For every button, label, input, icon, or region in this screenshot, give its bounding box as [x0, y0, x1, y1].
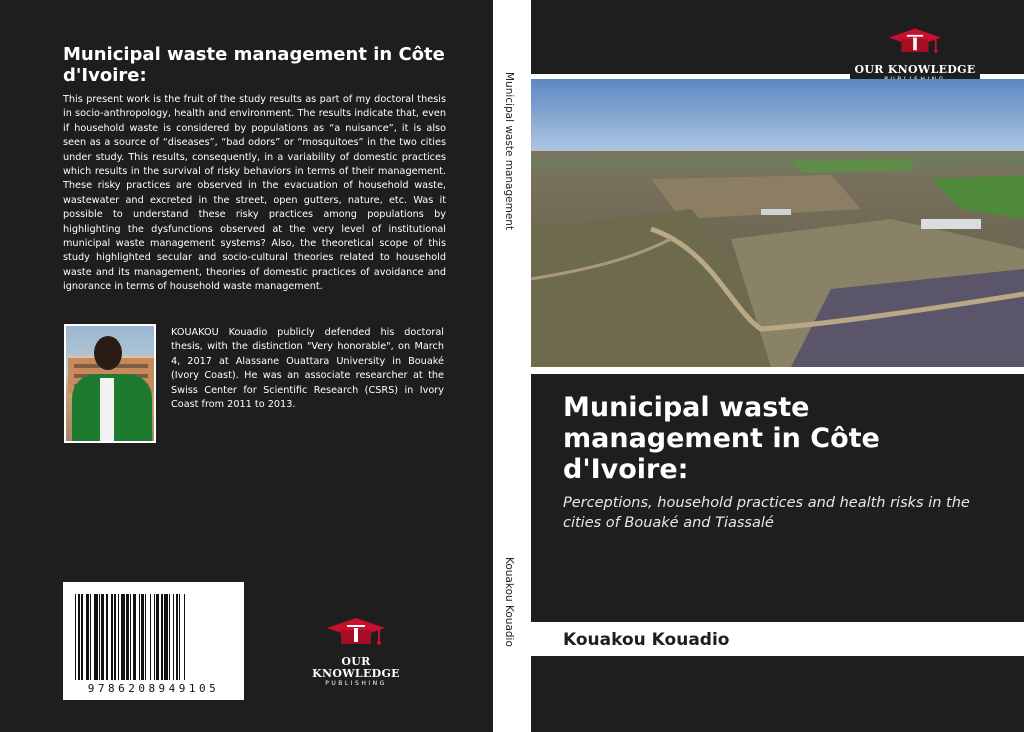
- publisher-subtitle: PUBLISHING: [325, 680, 387, 687]
- author-bio: KOUAKOU Kouadio publicly defended his doctoral thesis, with the distinction "Very honorable", on March 4, 2017 at Alassane Ouattara University in Bouaké (Ivory Coast). He was an associate researcher at the Swiss Center for Scientific Research (CSRS) in Ivory Coast from 2011 to 2013.: [171, 327, 444, 411]
- middle-divider: [531, 367, 1024, 374]
- front-cover-title: Municipal waste management in Côte d'Ivoire:: [563, 392, 880, 485]
- publisher-logo-back: [296, 616, 416, 688]
- spine: [493, 0, 531, 732]
- front-cover: [531, 0, 1024, 732]
- author-photo: [64, 324, 156, 443]
- mortarboard-logo-icon: [887, 26, 943, 60]
- back-cover-title: Municipal waste management in Côte d'Ivoire:: [63, 44, 445, 86]
- isbn-digits: 9786208949105: [87, 682, 220, 695]
- front-cover-author: Kouakou Kouadio: [563, 630, 730, 650]
- publisher-name: OUR KNOWLEDGE: [854, 63, 976, 76]
- front-cover-subtitle: Perceptions, household practices and health risks in the cities of Bouaké and Tiassalé: [563, 495, 970, 531]
- mortarboard-logo-icon: [325, 616, 387, 652]
- back-cover: [0, 0, 493, 732]
- publisher-name: OUR KNOWLEDGE: [312, 655, 400, 680]
- author-band: [531, 622, 1024, 656]
- landfill-aerial-photo: [531, 79, 1024, 367]
- spine-title: Municipal waste management: [503, 72, 515, 231]
- isbn-barcode: [63, 582, 244, 700]
- barcode-bars: [75, 594, 232, 680]
- back-cover-blurb: This present work is the fruit of the study results as part of my doctoral thesis in socio-anthropology, health and environment. The results indicate that, even if household waste is considered by populations as “a nuisance”, it is also seen as a source of “diseases”, “bad odors” or “mosquitoes” in the two cities under study. This results, consequently, in a variability of domestic practices which results in the survival of risky behaviors in terms of their management. These risky practices are observed in the evacuation of household waste, wastewater and excreted in the street, open gutters, nature, etc. Was it possible to understand these risky practices among populations by highlighting the dysfunctions observed at the very level of institutional municipal waste management systems? Also, the theoretical scope of this study highlighted secular and socio-cultural theories related to household waste and its management, theories of domestic practices of avoidance and ignorance in terms of household waste management.: [63, 94, 446, 293]
- spine-author: Kouakou Kouadio: [503, 557, 515, 647]
